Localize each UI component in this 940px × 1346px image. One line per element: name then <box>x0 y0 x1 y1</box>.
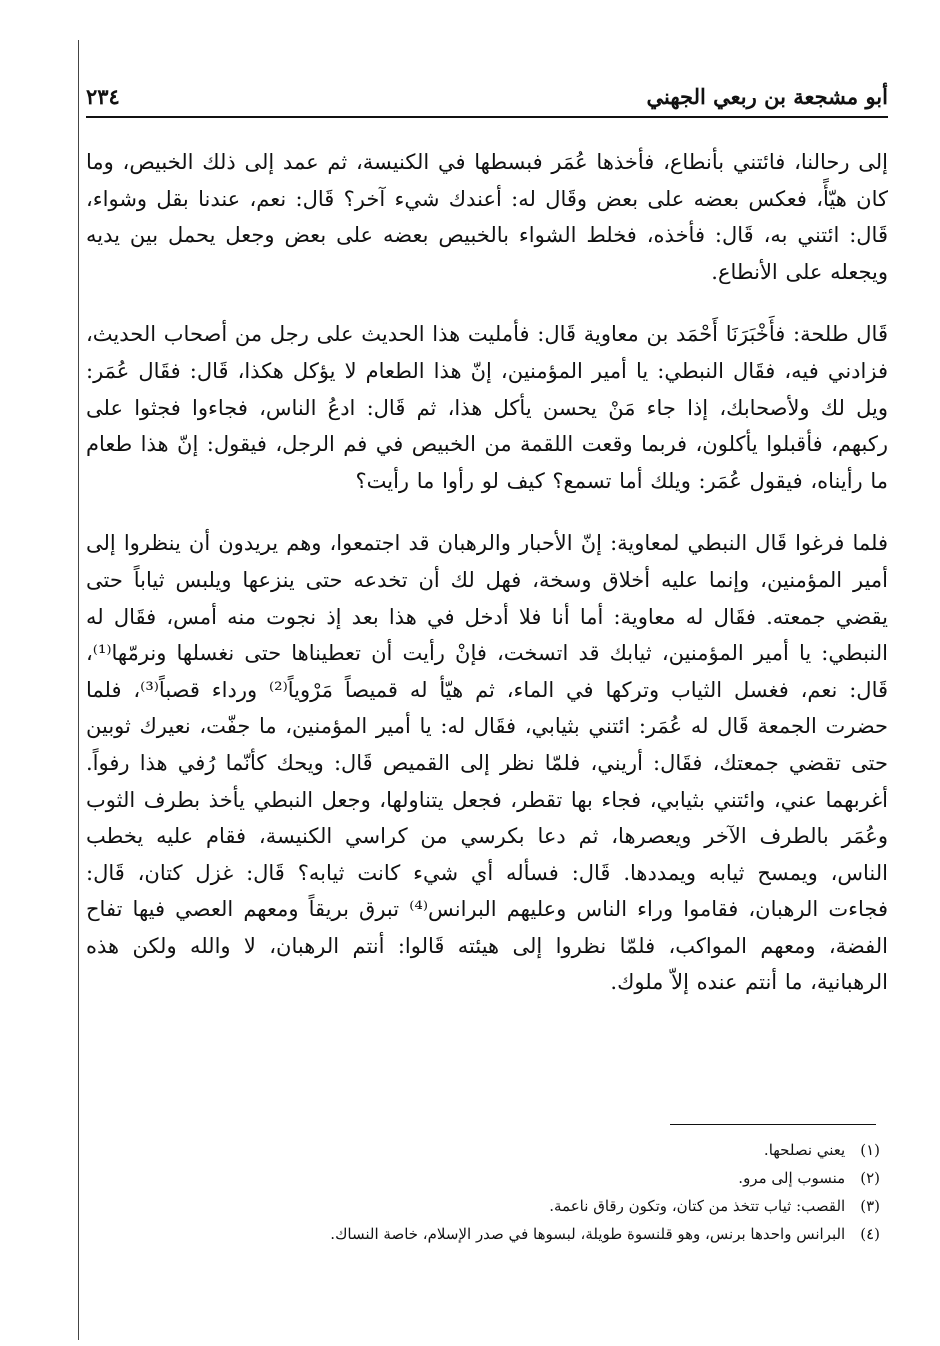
footnote-number: (٢) <box>860 1169 880 1187</box>
footnotes <box>200 1136 880 1248</box>
paragraph: قَال طلحة: فأَخْبَرَنَا أَحْمَد بن معاوية قَال: فأمليت هذا الحديث على رجل من أصحاب الحديث، فزادني فيه، فقَال النبطي: يا أمير المؤمنين، إنّ هذا الطعام لا يؤكل هكذا، قَال: فقَال عُمَر: ويل لك ولأصحابك، إذا جاء مَنْ يحسن يأكل هذا، ثم قَال: ادعُ الناس، فجاءوا فجثوا على ركبهم، فأقبلوا يأكلون، فربما وقعت اللقمة من الخبيص في فم الرجل، فيقول: إنّ هذا طعام ما رأيناه، فيقول عُمَر: ويلك أما تسمع؟ كيف لو رأوا ما رأيت؟ <box>86 322 888 493</box>
footnote-number: (٤) <box>860 1225 880 1243</box>
footnote-number: (٣) <box>860 1197 880 1215</box>
page-header <box>86 82 888 116</box>
footnote-text: القصب: ثياب تتخذ من كتان، وتكون رقاق ناعمة. <box>549 1197 846 1215</box>
paragraph: إلى رحالنا، فائتني بأنطاع، فأخذها عُمَر فبسطها في الكنيسة، ثم عمد إلى ذلك الخبيص، وما كان هيّأً، فعكس بعضه على بعض وقَال له: أعندك شيء آخر؟ قَال: نعم، عندنا بقل وشواء، قَال: ائتني به، قَال: فأخذه، فخلط الشواء بالخبيص بعضه على بعض وجعل يحمل بين يديه ويجعله على الأنطاع. <box>86 150 888 284</box>
footnote-text: يعني نصلحها. <box>763 1141 846 1159</box>
footnote <box>200 1220 880 1248</box>
footnote-number: (١) <box>860 1141 880 1159</box>
header-rule <box>86 116 888 118</box>
running-title: أبو مشجعة بن ربعي الجهني <box>646 84 888 109</box>
paragraph: فلما فرغوا قَال النبطي لمعاوية: إنّ الأحبار والرهبان قد اجتمعوا، وهم يريدون أن ينظروا إلى أمير المؤمنين، وإنما عليه أخلاق وسخة، فهل لك أن تخدعه حتى ينزعها ويلبس ثياباً حتى يقضي جمعته. فقَال له معاوية: أما أنا فلا أدخل في هذا بعد إذ نجوت منه أمس، فقَال له النبطي: يا أمير المؤمنين، ثيابك قد اتسخت، فإنْ رأيت أن تعطيناها حتى نغسلها ونرمّها⁽¹⁾، قَال: نعم، فغسل الثياب وتركها في الماء، ثم هيّأ له قميصاً مَرْوياً⁽²⁾ ورداء قصباً⁽³⁾، فلما حضرت الجمعة قَال له عُمَر: ائتني بثيابي، فقَال له: يا أمير المؤمنين، ما جفّت، نعيرك ثوبين حتى تقضي جمعتك، فقَال: أريني، فلمّا نظر إلى القميص قَال: ويحك كأنّما رُفي هذا رفواً. أغربهما عني، وائتني بثيابي، فجاء بها تقطر، فجعل يتناولها، وجعل النبطي يأخذ بطرف الثوب وعُمَر بالطرف الآخر ويعصرها، ثم دعا بكرسي من كراسي الكنيسة، فقام عليه يخطب الناس، ويمسح ثيابه ويمددها. قَال: فسأله أي شيء كانت ثيابه؟ قَال: غزل كتان، قَال: فجاءت الرهبان، فقاموا وراء الناس وعليهم البرانس⁽⁴⁾ تبرق بريقاً ومعهم العصي فيها تفاح الفضة، ومعهم المواكب، فلمّا نظروا إلى هيئته قَالوا: أنتم الرهبان، لا والله ولكن هذه الرهبانية، ما أنتم عنده إلاّ ملوك. <box>86 531 889 995</box>
footnote <box>200 1136 880 1164</box>
binding-line <box>78 40 79 1340</box>
footnote-text: البرانس واحدها برنس، وهو قلنسوة طويلة، لبسوها في صدر الإسلام، خاصة النساك. <box>330 1225 846 1243</box>
footnote <box>200 1192 880 1220</box>
page-number: ٢٣٤ <box>86 84 120 109</box>
footnote-text: منسوب إلى مرو. <box>738 1169 846 1187</box>
footnote-rule <box>670 1124 876 1125</box>
footnote <box>200 1164 880 1192</box>
main-text <box>86 144 888 1001</box>
